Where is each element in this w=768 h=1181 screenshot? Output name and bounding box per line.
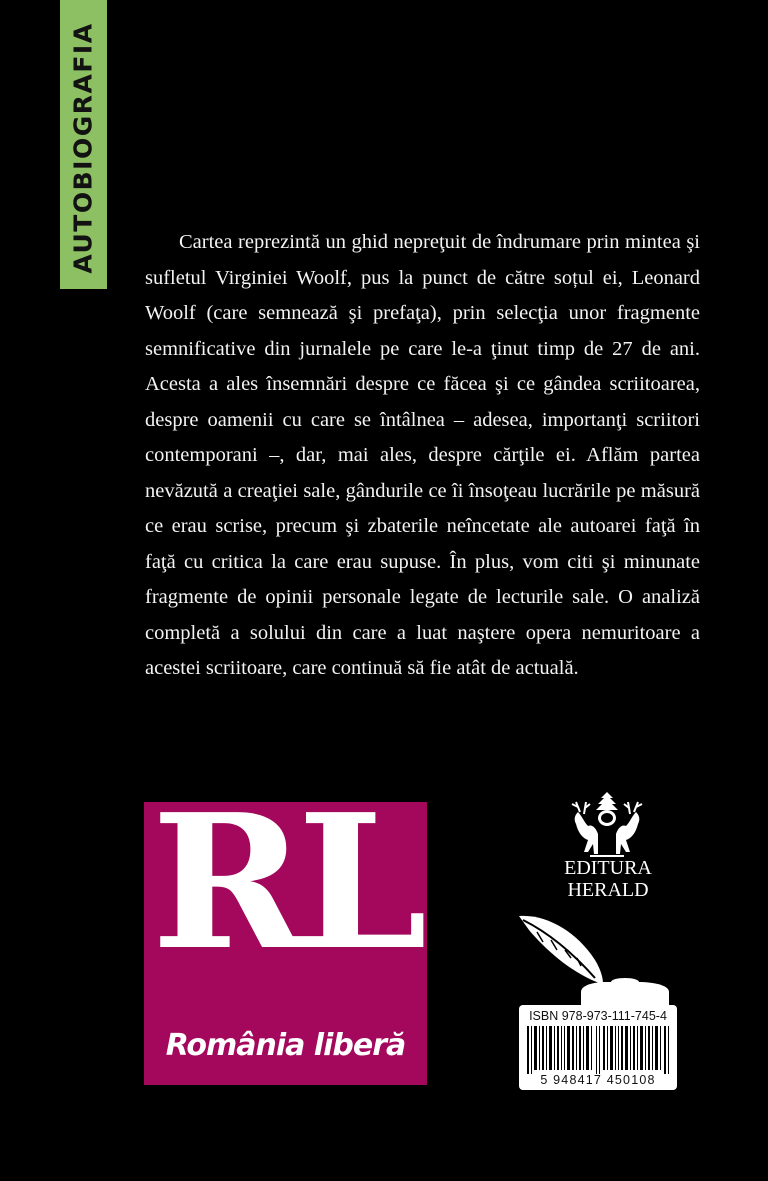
barcode [519, 1005, 677, 1090]
book-description [145, 225, 700, 687]
publisher-line-2: HERALD [567, 879, 649, 901]
isbn-number: ISBN 978-973-111-745-4 [529, 1009, 667, 1023]
publisher-name [540, 857, 676, 901]
rl-logo-name: România liberă [165, 1028, 406, 1063]
category-label: AUTOBIOGRAFIA [68, 22, 98, 274]
romania-libera-logo [144, 802, 427, 1085]
publisher-line-1: EDITURA [564, 857, 652, 879]
quill-inkwell-icon [517, 912, 677, 1012]
rl-logo-letters: RL [151, 802, 420, 991]
herald-crest-icon [568, 790, 646, 862]
book-description-text: Cartea reprezintă un ghid nepreţuit de îndrumare prin mintea şi sufletul Virginiei Woolf, pus la punct de către soțul ei, Leonard Woolf (care semnează şi prefaţa), prin selecţia unor fragmente semnificative din jurnalele pe care le-a ţinut timp de 27 de ani. Acesta a ales însemnări despre ce făcea şi ce gândea scriitoarea, despre oamenii cu care se întâlnea – adesea, importanţi scriitori contemporani –, dar, mai ales, despre cărţile ei. Aflăm partea nevăzută a creaţiei sale, gândurile ce îi însoţeau lucrările pe măsură ce erau scrise, precum şi zbaterile neîncetate ale autoarei faţă în faţă cu critica la care erau supuse. În plus, vom citi şi minunate fragmente de opinii personale legate de lecturile sale. O analiză completă a solului din care a luat naştere opera nemuritoare a acestei scriitoare, care continuă să fie atât de actuală. [145, 231, 700, 679]
ean-number: 5 948417 450108 [540, 1073, 656, 1087]
barcode-bars [527, 1026, 671, 1074]
